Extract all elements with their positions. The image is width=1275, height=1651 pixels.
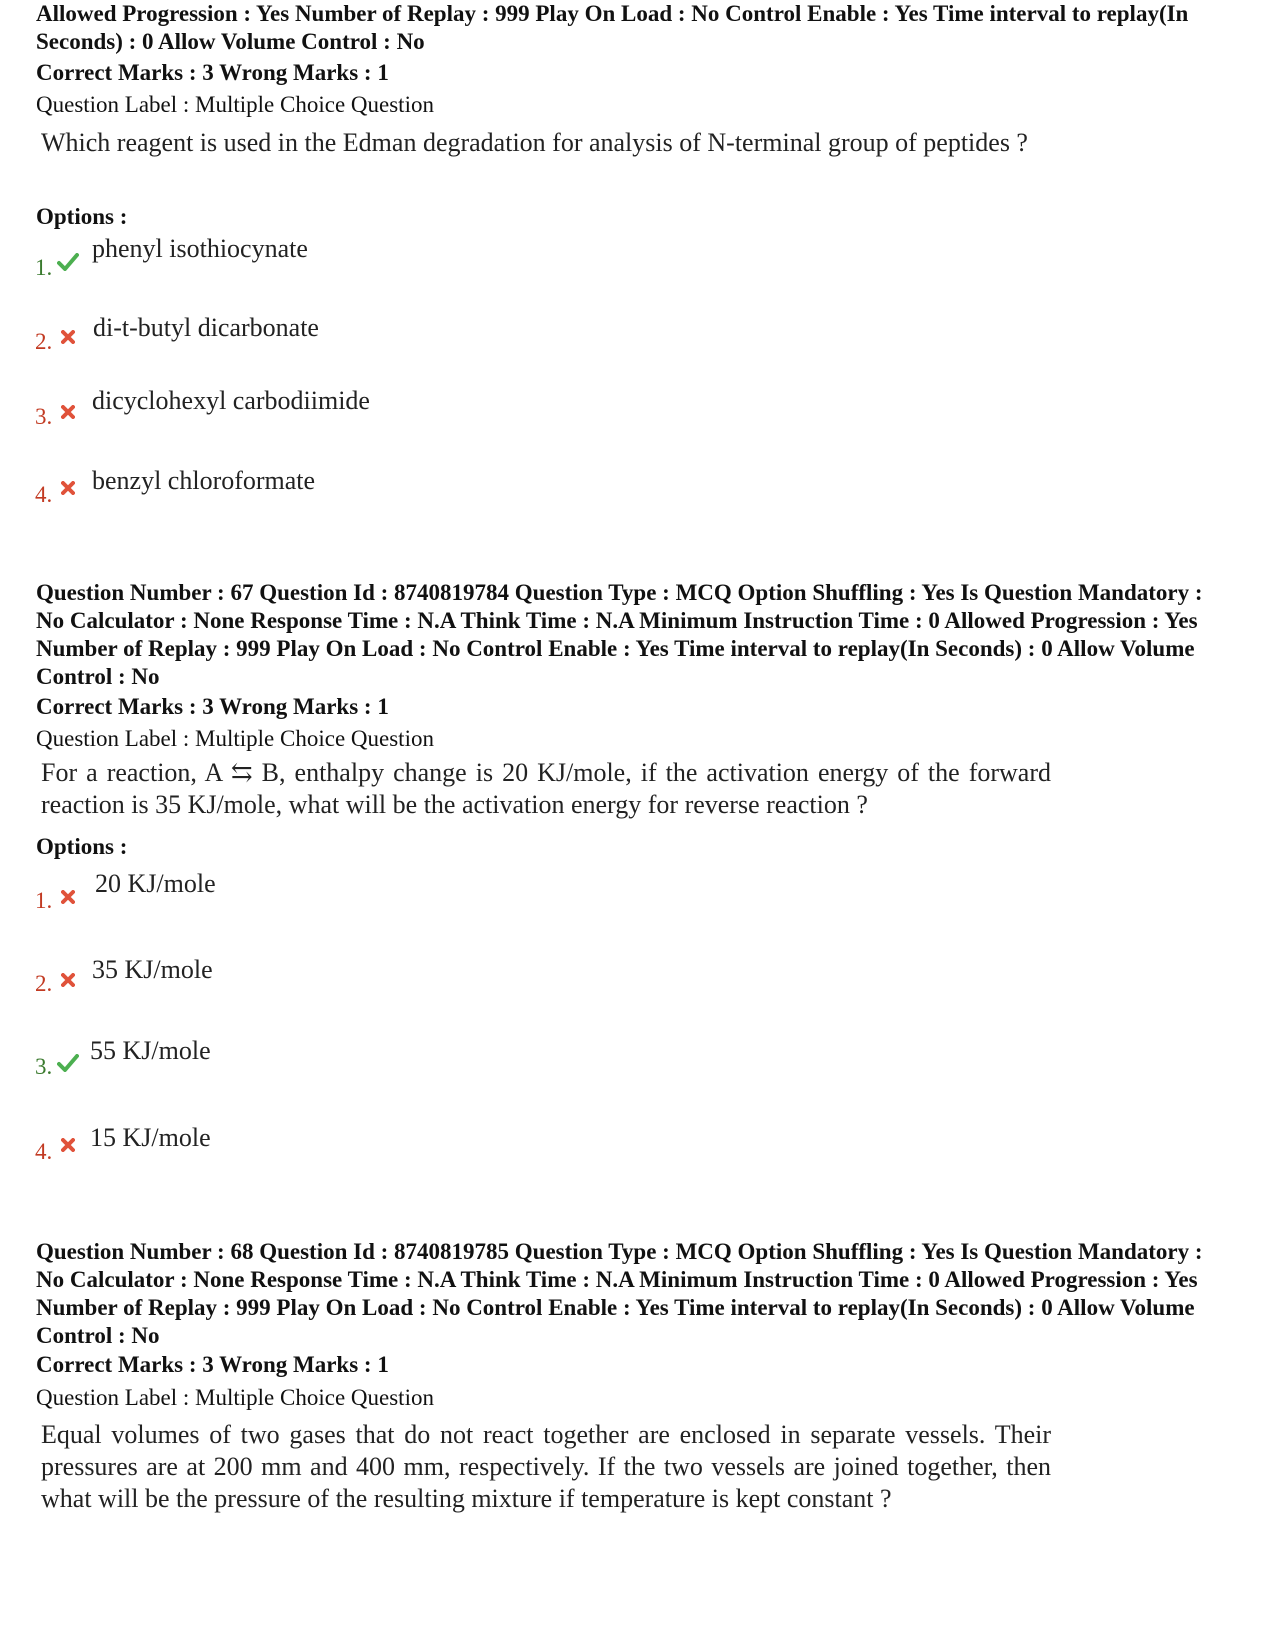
option-text: 15 KJ/mole [90,1123,211,1152]
question-label: Question Label : Multiple Choice Question [36,1385,434,1410]
option-item [35,957,635,997]
option-text: 35 KJ/mole [92,955,213,984]
option-item [35,234,635,280]
option-number: 1. [35,888,53,913]
option-number: 4. [35,482,53,507]
option-number: 4. [35,1139,53,1164]
options-heading: Options : [36,204,128,229]
question-meta: Question Number : 68 Question Id : 8740819785 Question Type : MCQ Option Shuffling : Yes Is Question Mandatory : No Calculator : None Response Time : N.A Think Time : N.A Minimum Instruction Time : 0 Allowed Progression : Yes Number of Replay : 999 Play On Load : No Control Enable : Yes Time interval to replay(In Seconds) : 0 Allow Volume Control : No [36,1239,1203,1348]
option-text: di-t-butyl dicarbonate [93,313,319,342]
option-text: benzyl chloroformate [92,466,316,495]
option-item [35,466,635,510]
option-item [35,1124,635,1164]
marks-line: Correct Marks : 3 Wrong Marks : 1 [36,1352,389,1377]
option-item [35,313,635,356]
option-item [35,869,635,913]
option-number: 3. [35,1054,53,1079]
question-text: For a reaction, A ⇆ B, enthalpy change is 20 KJ/mole, if the activation energy of the forward reaction is 35 KJ/mole, what will be the activation energy for reverse reaction ? [41,758,1051,819]
option-number: 2. [35,971,53,996]
question-label: Question Label : Multiple Choice Question [36,726,434,751]
options-heading: Options : [36,834,128,859]
cross-icon [61,330,75,349]
cross-icon [61,973,75,992]
option-item [35,386,635,430]
question-meta: Allowed Progression : Yes Number of Replay : 999 Play On Load : No Control Enable : Yes Time interval to replay(In Seconds) : 0 Allow Volume Control : No [36,1,1189,54]
option-text: dicyclohexyl carbodiimide [92,386,370,415]
option-number: 1. [35,255,53,280]
option-text: 20 KJ/mole [95,869,216,898]
question-text: Which reagent is used in the Edman degradation for analysis of N-terminal group of peptides ? [41,128,1028,157]
marks-line: Correct Marks : 3 Wrong Marks : 1 [36,694,389,719]
check-icon [57,1054,79,1077]
question-text: Equal volumes of two gases that do not react together are enclosed in separate vessels. Their pressures are at 200 mm and 400 mm, respectively. If the two vessels are joined together, then what will be the pressure of the resulting mixture if temperature is kept constant ? [41,1420,1051,1513]
option-number: 2. [35,329,53,354]
question-meta: Question Number : 67 Question Id : 8740819784 Question Type : MCQ Option Shuffling : Yes Is Question Mandatory : No Calculator : None Response Time : N.A Think Time : N.A Minimum Instruction Time : 0 Allowed Progression : Yes Number of Replay : 999 Play On Load : No Control Enable : Yes Time interval to replay(In Seconds) : 0 Allow Volume Control : No [36,580,1203,689]
marks-line: Correct Marks : 3 Wrong Marks : 1 [36,60,389,85]
cross-icon [61,1138,75,1157]
cross-icon [61,890,75,909]
option-number: 3. [35,404,53,429]
cross-icon [61,405,75,424]
option-text: 55 KJ/mole [90,1036,211,1065]
cross-icon [61,481,75,500]
option-text: phenyl isothiocynate [92,234,308,263]
check-icon [57,253,79,276]
option-item [35,1037,635,1077]
question-label: Question Label : Multiple Choice Question [36,92,434,117]
